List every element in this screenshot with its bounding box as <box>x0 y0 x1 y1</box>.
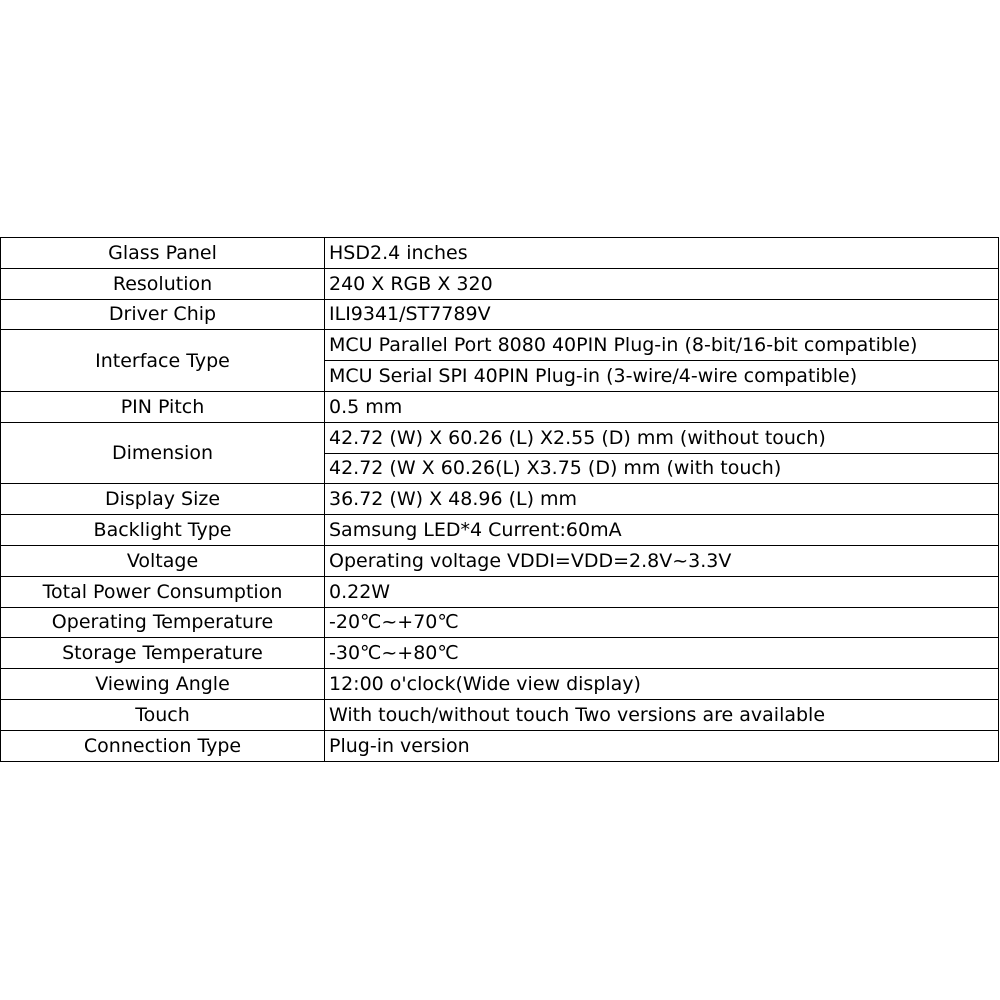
spec-value: 0.5 mm <box>325 391 999 422</box>
table-row <box>1 238 999 269</box>
spec-value: 0.22W <box>325 576 999 607</box>
spec-value: 12:00 o'clock(Wide view display) <box>325 669 999 700</box>
spec-label: Touch <box>1 699 325 730</box>
spec-label: Operating Temperature <box>1 607 325 638</box>
table-row <box>1 669 999 700</box>
spec-value: HSD2.4 inches <box>325 238 999 269</box>
spec-label: Interface Type <box>1 330 325 392</box>
spec-label: Display Size <box>1 484 325 515</box>
spec-value: With touch/without touch Two versions are available <box>325 699 999 730</box>
table-row <box>1 268 999 299</box>
spec-value: -30℃~+80℃ <box>325 638 999 669</box>
table-row <box>1 545 999 576</box>
spec-value: 42.72 (W) X 60.26 (L) X2.55 (D) mm (without touch) <box>325 422 999 453</box>
table-row <box>1 730 999 761</box>
spec-value: Plug-in version <box>325 730 999 761</box>
spec-value: Operating voltage VDDI=VDD=2.8V~3.3V <box>325 545 999 576</box>
table-row <box>1 391 999 422</box>
spec-label: Glass Panel <box>1 238 325 269</box>
spec-table-body <box>1 238 999 762</box>
spec-label: Dimension <box>1 422 325 484</box>
spec-value: MCU Serial SPI 40PIN Plug-in (3-wire/4-wire compatible) <box>325 361 999 392</box>
spec-value: MCU Parallel Port 8080 40PIN Plug-in (8-bit/16-bit compatible) <box>325 330 999 361</box>
table-row <box>1 422 999 453</box>
spec-value: 240 X RGB X 320 <box>325 268 999 299</box>
spec-label: Driver Chip <box>1 299 325 330</box>
table-row <box>1 330 999 361</box>
spec-label: Backlight Type <box>1 515 325 546</box>
table-row <box>1 638 999 669</box>
spec-value: 42.72 (W X 60.26(L) X3.75 (D) mm (with touch) <box>325 453 999 484</box>
spec-value: -20℃~+70℃ <box>325 607 999 638</box>
spec-label: Voltage <box>1 545 325 576</box>
spec-label: Total Power Consumption <box>1 576 325 607</box>
table-row <box>1 607 999 638</box>
table-row <box>1 484 999 515</box>
spec-label: Resolution <box>1 268 325 299</box>
spec-value: Samsung LED*4 Current:60mA <box>325 515 999 546</box>
spec-label: Viewing Angle <box>1 669 325 700</box>
spec-value: 36.72 (W) X 48.96 (L) mm <box>325 484 999 515</box>
spec-label: Connection Type <box>1 730 325 761</box>
spec-table <box>0 237 999 762</box>
table-row <box>1 299 999 330</box>
spec-value: ILI9341/ST7789V <box>325 299 999 330</box>
table-row <box>1 699 999 730</box>
spec-label: PIN Pitch <box>1 391 325 422</box>
table-row <box>1 515 999 546</box>
spec-label: Storage Temperature <box>1 638 325 669</box>
table-row <box>1 576 999 607</box>
